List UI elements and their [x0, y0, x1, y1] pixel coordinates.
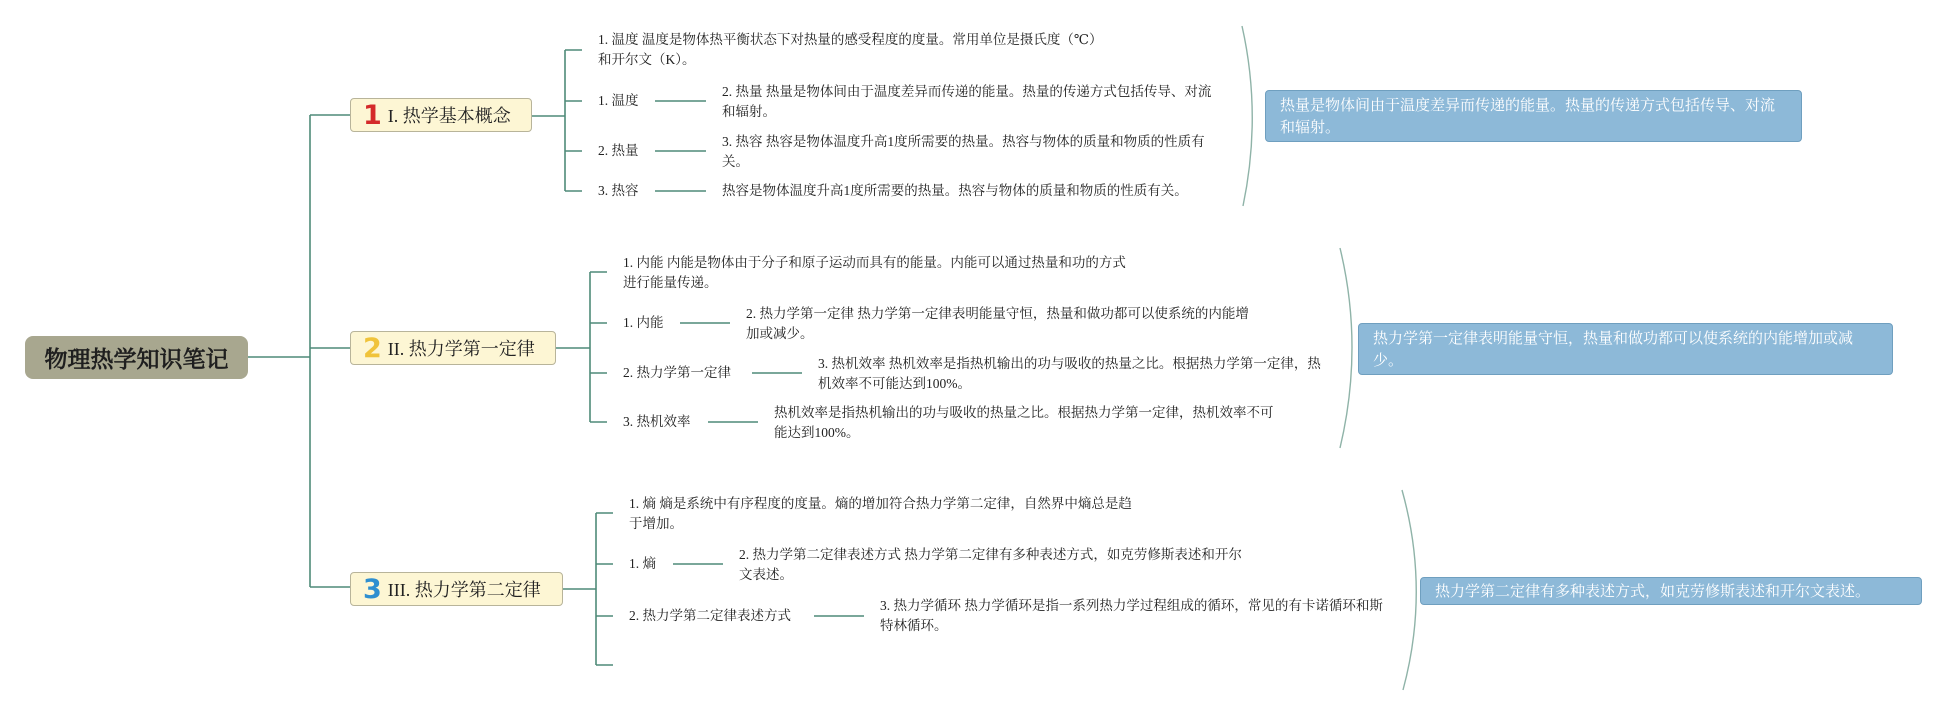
sub-label-3-2: 2. 热力学第二定律表述方式	[629, 608, 791, 623]
sub-label-2-1: 1. 内能	[623, 315, 664, 330]
branch-node-1[interactable]	[350, 98, 532, 132]
sub-label-2-2: 2. 热力学第一定律	[623, 365, 731, 380]
branch-node-2[interactable]	[350, 331, 556, 365]
branch-number-1: 1	[363, 99, 382, 131]
summary-text-3: 热力学第二定律有多种表述方式，如克劳修斯表述和开尔文表述。	[1435, 582, 1871, 600]
branch-node-3[interactable]	[350, 572, 563, 606]
branch-title-3: III. 热力学第二定律	[387, 580, 541, 600]
summary-text-2: 热力学第一定律表明能量守恒，热量和做功都可以使系统的内能增加或减少。	[1373, 329, 1854, 369]
summary-box-1[interactable]	[1265, 90, 1802, 142]
summary-box-3[interactable]	[1420, 577, 1922, 605]
sub-note-2-1: 2. 热力学第一定律 热力学第一定律表明能量守恒，热量和做功都可以使系统的内能增加或减少。	[746, 306, 1249, 341]
sub-label-2-3: 3. 热机效率	[623, 414, 691, 429]
branch-title-2: II. 热力学第一定律	[387, 339, 535, 359]
branch-title-1: I. 热学基本概念	[387, 106, 511, 126]
sub-note-3-1: 2. 热力学第二定律表述方式 热力学第二定律有多种表述方式，如克劳修斯表述和开尔文表述。	[739, 547, 1242, 582]
sub-label-3-1: 1. 熵	[629, 556, 656, 571]
lead-note-1: 1. 温度 温度是物体热平衡状态下对热量的感受程度的度量。常用单位是摄氏度（℃）和开尔文（K）。	[598, 32, 1096, 67]
summary-box-2[interactable]	[1358, 323, 1893, 375]
sub-label-1-1: 1. 温度	[598, 93, 639, 108]
sub-note-1-3: 热容是物体温度升高1度所需要的热量。热容与物体的质量和物质的性质有关。	[722, 183, 1188, 198]
sub-note-2-3: 热机效率是指热机输出的功与吸收的热量之比。根据热力学第一定律，热机效率不可能达到100%。	[774, 405, 1274, 440]
root-title: 物理热学知识笔记	[44, 347, 229, 373]
sub-note-1-1: 2. 热量 热量是物体间由于温度差异而传递的能量。热量的传递方式包括传导、对流和辐射。	[722, 84, 1212, 119]
sub-label-1-3: 3. 热容	[598, 183, 639, 198]
summary-text-1: 热量是物体间由于温度差异而传递的能量。热量的传递方式包括传导、对流和辐射。	[1280, 96, 1776, 136]
branch-number-3: 3	[363, 573, 382, 605]
branch-number-2: 2	[363, 332, 382, 364]
sub-note-1-2: 3. 热容 热容是物体温度升高1度所需要的热量。热容与物体的质量和物质的性质有关。	[722, 134, 1205, 169]
root-node[interactable]	[25, 336, 248, 379]
sub-note-2-2: 3. 热机效率 热机效率是指热机输出的功与吸收的热量之比。根据热力学第一定律，热机效率不可能达到100%。	[818, 356, 1321, 391]
sub-note-3-2: 3. 热力学循环 热力学循环是指一系列热力学过程组成的循环，常见的有卡诺循环和斯特林循环。	[880, 598, 1383, 633]
sub-label-1-2: 2. 热量	[598, 143, 639, 158]
lead-note-3: 1. 熵 熵是系统中有序程度的度量。熵的增加符合热力学第二定律，自然界中熵总是趋于增加。	[629, 496, 1132, 531]
lead-note-2: 1. 内能 内能是物体由于分子和原子运动而具有的能量。内能可以通过热量和功的方式进行能量传递。	[623, 255, 1126, 290]
